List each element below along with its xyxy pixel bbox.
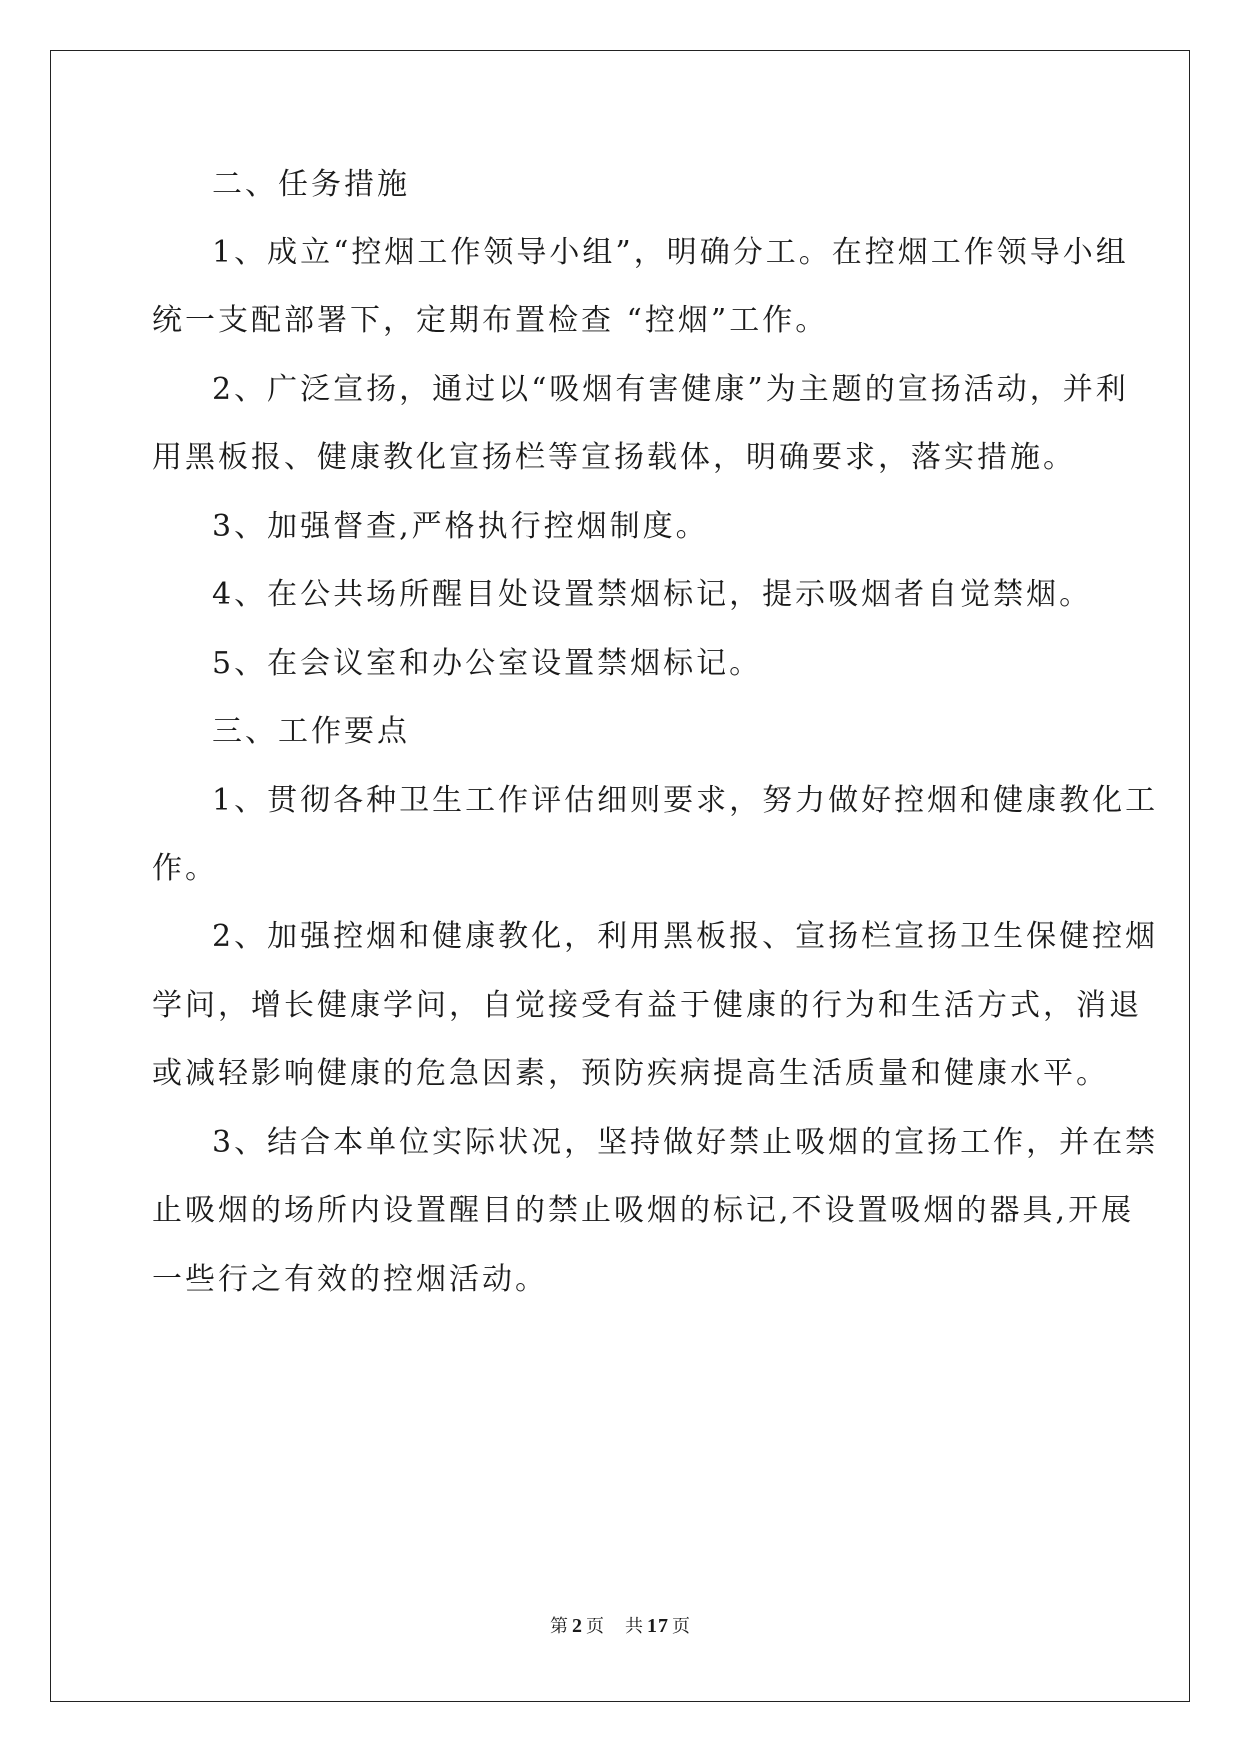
footer-page-suffix: 页 xyxy=(586,1616,605,1637)
paragraph-line: 止吸烟的场所内设置醒目的禁止吸烟的标记,不设置吸烟的器具,开展 xyxy=(152,1193,1135,1228)
paragraph-line: 1、成立“控烟工作领导小组”，明确分工。在控烟工作领导小组 xyxy=(212,235,1129,270)
footer-prefix: 第 xyxy=(550,1616,569,1637)
page-footer xyxy=(0,1612,1241,1638)
section-heading: 三、工作要点 xyxy=(212,714,410,749)
paragraph-line: 用黑板报、健康教化宣扬栏等宣扬载体，明确要求，落实措施。 xyxy=(152,440,1076,475)
paragraph-line: 统一支配部署下，定期布置检查 “控烟”工作。 xyxy=(152,303,829,338)
current-page-number: 2 xyxy=(572,1615,583,1637)
total-page-count: 17 xyxy=(647,1615,669,1637)
paragraph-line: 2、广泛宣扬，通过以“吸烟有害健康”为主题的宣扬活动，并利 xyxy=(212,372,1129,407)
page-frame xyxy=(50,50,1190,1702)
paragraph-line: 3、加强督查,严格执行控烟制度。 xyxy=(212,509,709,544)
paragraph-line: 5、在会议室和办公室设置禁烟标记。 xyxy=(212,646,763,681)
paragraph-line: 1、贯彻各种卫生工作评估细则要求，努力做好控烟和健康教化工 xyxy=(212,783,1159,818)
paragraph-line: 4、在公共场所醒目处设置禁烟标记，提示吸烟者自觉禁烟。 xyxy=(212,577,1093,612)
paragraph-line: 2、加强控烟和健康教化，利用黑板报、宣扬栏宣扬卫生保健控烟 xyxy=(212,919,1159,954)
paragraph-line: 作。 xyxy=(152,851,218,886)
footer-total-prefix: 共 xyxy=(625,1616,644,1637)
paragraph-line: 3、结合本单位实际状况，坚持做好禁止吸烟的宣扬工作，并在禁 xyxy=(212,1125,1159,1160)
paragraph-line: 或减轻影响健康的危急因素，预防疾病提高生活质量和健康水平。 xyxy=(152,1056,1109,1091)
paragraph-line: 学问，增长健康学问，自觉接受有益于健康的行为和生活方式，消退 xyxy=(152,988,1142,1023)
footer-total-suffix: 页 xyxy=(672,1616,691,1637)
paragraph-line: 一些行之有效的控烟活动。 xyxy=(152,1262,548,1297)
section-heading: 二、任务措施 xyxy=(212,167,410,202)
